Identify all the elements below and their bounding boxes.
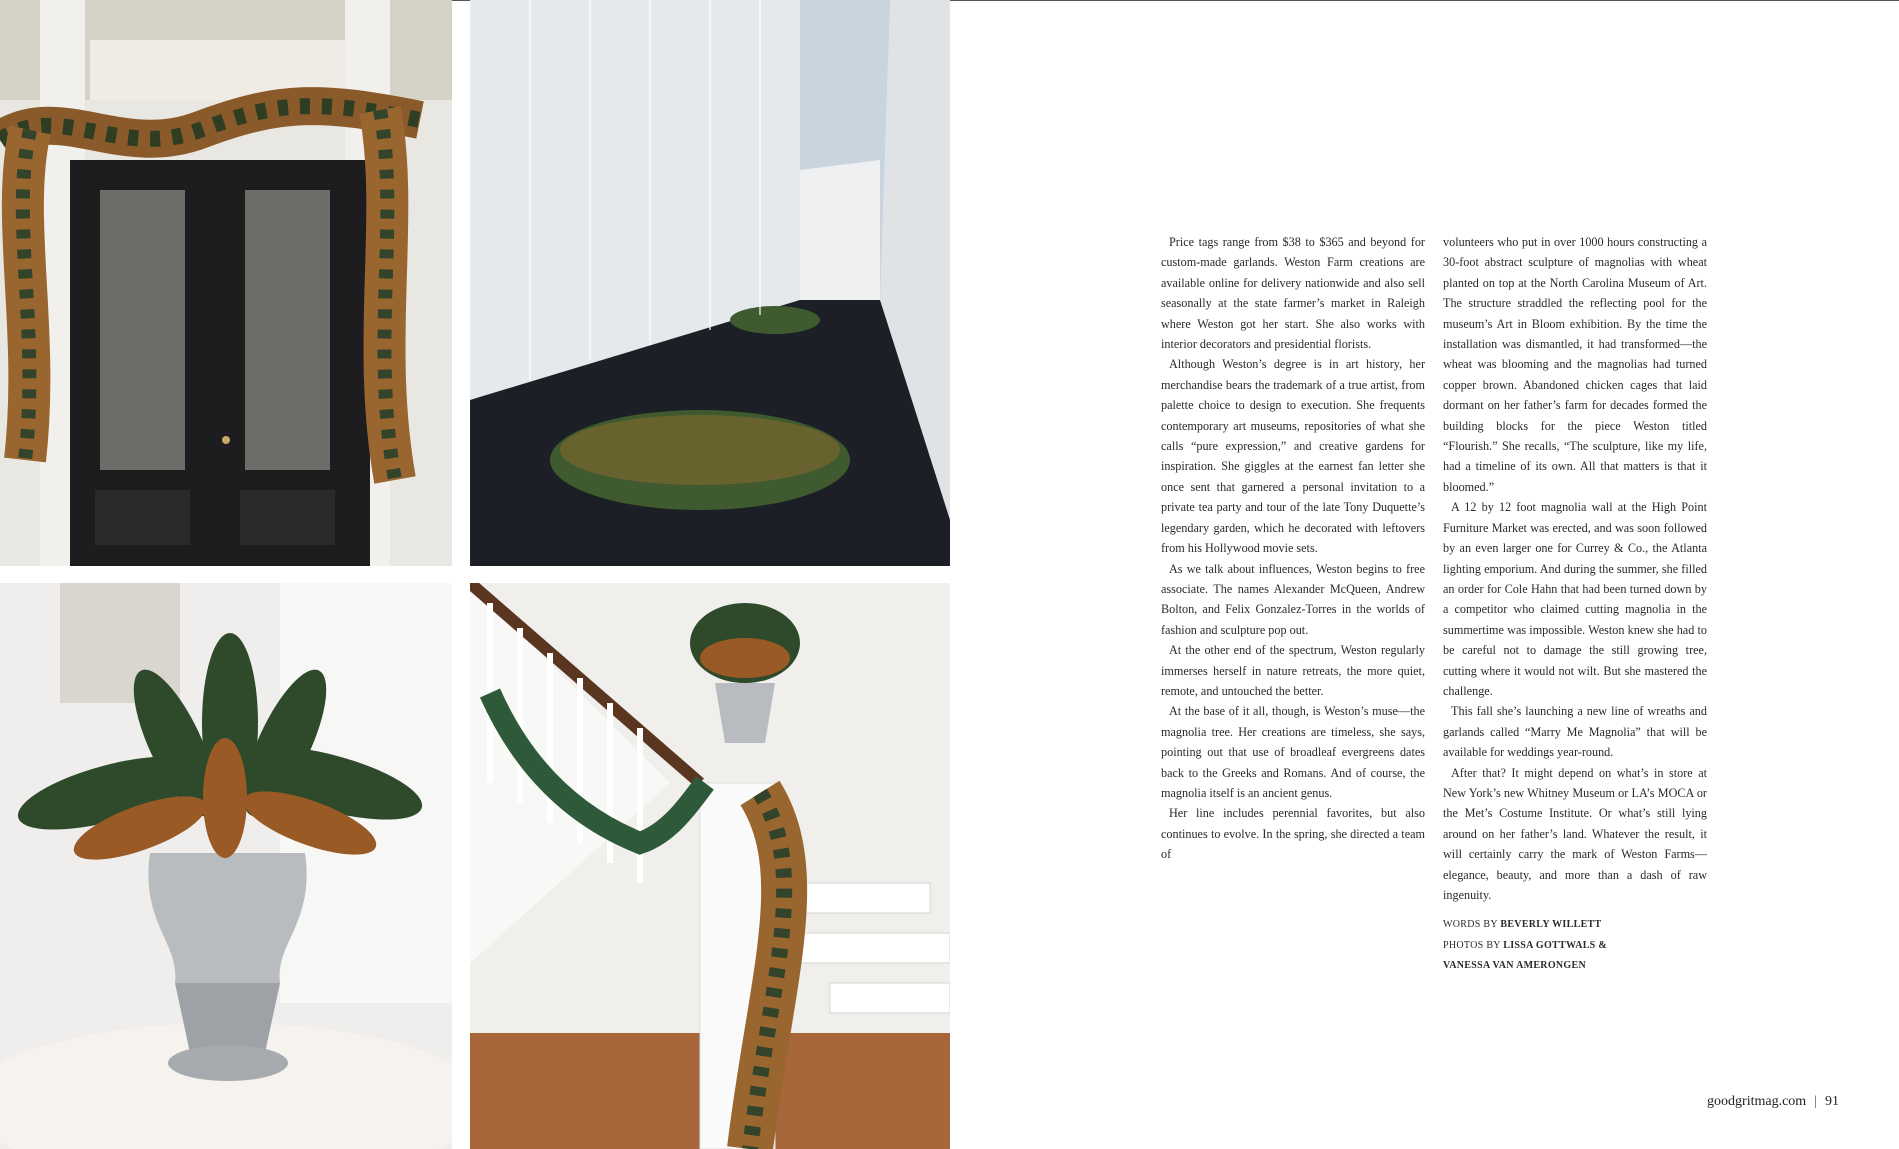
article-column-1 <box>1161 232 1425 865</box>
staircase-garland-photo <box>470 583 950 1149</box>
magnolia-urn-photo <box>0 583 452 1149</box>
paragraph: As we talk about influences, Weston begins to free associate. The names Alexander McQueen, Andrew Bolton, and Felix Gonzalez-Torres in the worlds of fashion and sculpture pop out. <box>1161 561 1425 637</box>
paragraph: Although Weston’s degree is in art history, her merchandise bears the trademark of a true artist, from palette choice to design to execution. She frequents contemporary art museums, repositories of what she calls “pure expression,” and creative gardens for inspiration. She giggles at the earnest fan letter she once sent that garnered a personal invitation to a private tea party and tour of the late Tony Duquette’s legendary garden, which he decorated with leftovers from his Hollywood movie sets. <box>1161 357 1425 556</box>
page-footer <box>1707 1094 1839 1110</box>
doorway-garland-photo <box>0 0 452 566</box>
author-name: BEVERLY WILLETT <box>1500 919 1602 931</box>
article-column-2 <box>1443 232 1707 977</box>
site-url: goodgritmag.com <box>1707 1094 1807 1109</box>
paragraph: After that? It might depend on what’s in store at New York’s new Whitney Museum or LA’s MOCA or the Met’s Costume Institute. Or what’s still lying around on her father’s land. Whatever the result, it will certainly carry the mark of Weston Farms—elegance, beauty, and more than a dash of raw ingenuity. <box>1443 765 1707 902</box>
reflecting-pool-photo <box>470 0 950 566</box>
page-number: 91 <box>1825 1094 1839 1109</box>
paragraph: This fall she’s launching a new line of wreaths and garlands called “Marry Me Magnolia” that will be available for weddings year-round. <box>1443 704 1707 760</box>
byline <box>1443 915 1707 976</box>
paragraph: At the base of it all, though, is Weston’s muse—the magnolia tree. Her creations are timeless, she says, pointing out that use of broadleaf evergreens dates back to the Greeks and Romans. And of course, the magnolia itself is an ancient genus. <box>1161 704 1425 800</box>
footer-separator: | <box>1814 1094 1817 1109</box>
paragraph: Price tags range from $38 to $365 and beyond for custom-made garlands. Weston Farm creations are available online for delivery nationwide and also sell seasonally at the state farmer’s market in Raleigh where Weston got her start. She also works with interior decorators and presidential florists. <box>1161 235 1425 352</box>
paragraph: volunteers who put in over 1000 hours constructing a 30-foot abstract sculpture of magnolias with wheat planted on top at the North Carolina Museum of Art. The structure straddled the reflecting pool for the museum’s Art in Bloom exhibition. By the time the installation was dismantled, it had transformed—the wheat was blooming and the magnolias had turned copper brown. Abandoned chicken cages that laid dormant on her father’s farm for decades formed the building blocks for the piece Weston titled “Flourish.” She recalls, “The sculpture, like my life, had a timeline of its own. All that matters is that it bloomed.” <box>1443 235 1707 494</box>
paragraph: Her line includes perennial favorites, but also continues to evolve. In the spring, she directed a team of <box>1161 806 1425 862</box>
paragraph: At the other end of the spectrum, Weston regularly immerses herself in nature retreats, the more quiet, remote, and untouched the better. <box>1161 643 1425 698</box>
photos-label: PHOTOS BY <box>1443 939 1501 951</box>
paragraph: A 12 by 12 foot magnolia wall at the High Point Furniture Market was erected, and was soon followed by an even larger one for Currey & Co., the Atlanta lighting emporium. And during the summer, she filled an order for Cole Hahn that had been turned down by a competitor who claimed cutting magnolia in the summertime was impossible. Weston knew she had to be careful not to damage the still growing tree, cutting where it would not wilt. But she mastered the challenge. <box>1443 500 1707 698</box>
words-label: WORDS BY <box>1443 919 1498 931</box>
photographer-name-1: LISSA GOTTWALS & <box>1503 939 1607 951</box>
photographer-name-2: VANESSA VAN AMERONGEN <box>1443 960 1587 972</box>
